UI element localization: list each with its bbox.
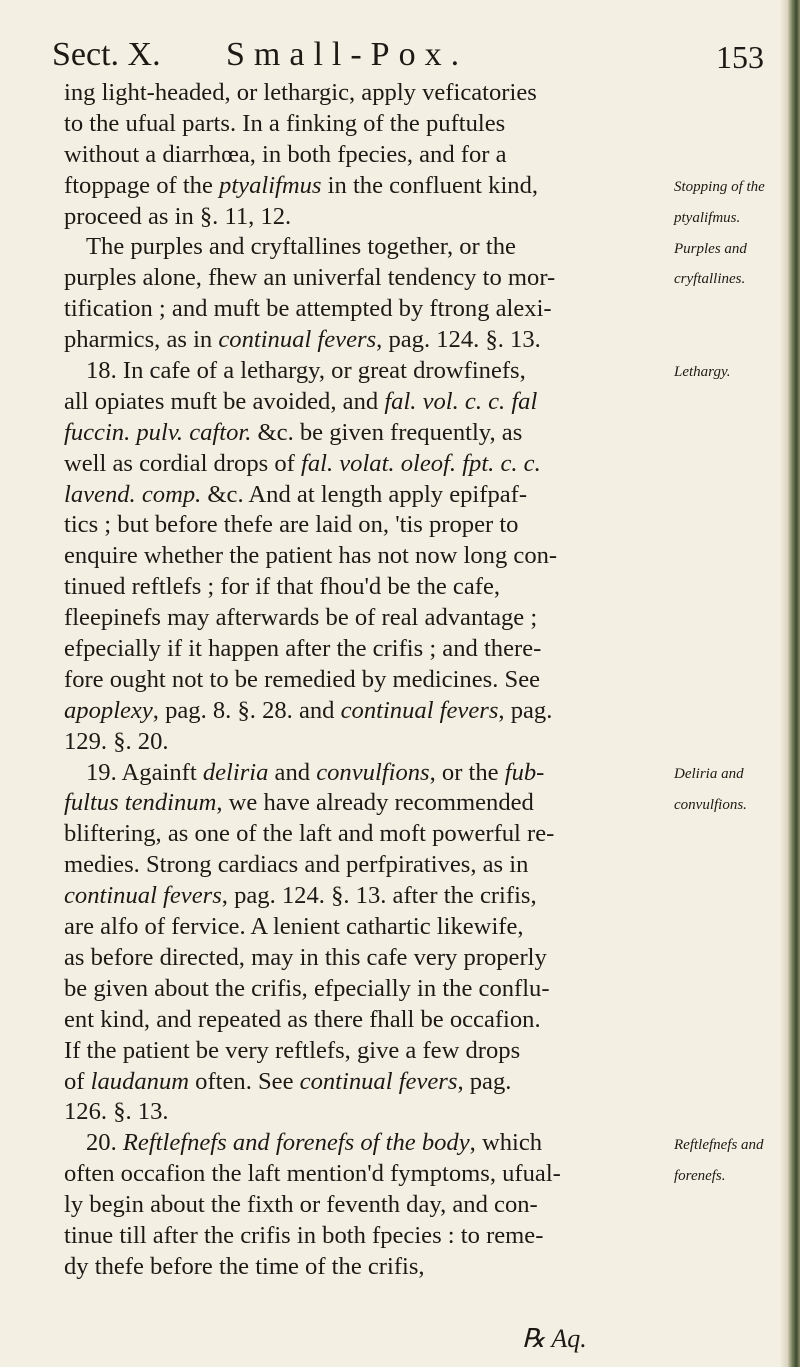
text-segment: , pag. 124. §. 13.: [376, 326, 541, 354]
text-line: [64, 510, 664, 541]
text-segment: tics ; but before thefe are laid on, 'tis proper to: [64, 511, 519, 539]
text-line: [64, 634, 664, 665]
text-segment: 126. §. 13.: [64, 1098, 169, 1126]
text-segment: convulfions: [316, 758, 430, 786]
margin-note: Lethargy.: [674, 364, 731, 381]
text-line: [64, 788, 664, 819]
text-segment: pharmics, as in: [64, 326, 219, 354]
text-line: [64, 541, 664, 572]
text-segment: , pag. 8. §. 28. and: [152, 696, 341, 724]
margin-note: Purples and: [674, 240, 747, 257]
text-segment: of: [64, 1067, 91, 1095]
text-segment: fore ought not to be remedied by medicines. See: [64, 665, 541, 693]
text-segment: in the confluent kind,: [321, 171, 539, 199]
text-segment: to the ufual parts. In a finking of the puftules: [64, 109, 506, 137]
text-line: [64, 943, 664, 974]
text-segment: , which: [469, 1129, 543, 1157]
text-segment: tinued reftlefs ; for if that fhou'd be the cafe,: [64, 573, 501, 601]
text-segment: often. See: [189, 1067, 300, 1095]
text-line: [64, 1005, 664, 1036]
margin-note: forenefs.: [674, 1167, 726, 1184]
text-segment: continual fevers: [299, 1067, 458, 1095]
text-segment: The purples and cryftallines together, or the: [86, 233, 516, 261]
text-line: [64, 449, 664, 480]
text-segment: without a diarrhœa, in both fpecies, and for a: [64, 140, 507, 168]
text-segment: 129. §. 20.: [64, 727, 169, 755]
margin-note: Stopping of the: [674, 178, 765, 195]
text-segment: deliria: [202, 758, 269, 786]
text-line: [64, 1036, 664, 1067]
text-segment: &c. And at length apply epifpaf-: [201, 480, 528, 508]
text-line: [64, 109, 664, 140]
text-segment: ly begin about the fixth or feventh day, and con-: [64, 1191, 538, 1219]
text-segment: tification ; and muft be attempted by ftrong alexi-: [64, 295, 552, 323]
text-segment: continual fevers: [64, 882, 222, 910]
margin-note: cryftallines.: [674, 271, 746, 288]
text-segment: continual fevers: [218, 326, 377, 354]
page-gutter-shadow: [780, 0, 788, 1367]
text-line: [64, 974, 664, 1005]
running-title: Small-Pox.: [226, 36, 469, 73]
text-segment: fultus tendinum: [64, 789, 217, 817]
text-segment: purples alone, fhew an univerfal tendency to mor-: [64, 264, 556, 292]
text-segment: fal. vol. c. c. fal: [384, 387, 538, 415]
text-segment: fub-: [504, 758, 545, 786]
margin-note: Reftlefnefs and: [674, 1136, 764, 1153]
text-segment: dy thefe before the time of the crifis,: [64, 1252, 425, 1280]
text-line: [64, 171, 664, 202]
text-line: [64, 881, 664, 912]
text-segment: well as cordial drops of: [64, 449, 301, 477]
text-segment: &c. be given frequently, as: [251, 418, 523, 446]
text-line: [64, 603, 664, 634]
text-line: [64, 232, 664, 263]
text-line: [64, 727, 664, 758]
text-segment: tinue till after the crifis in both fpecies : to reme-: [64, 1221, 544, 1249]
text-line: [64, 1221, 664, 1252]
text-line: [64, 1252, 664, 1283]
text-segment: ptyalifmus: [219, 171, 322, 199]
text-segment: , pag.: [498, 696, 553, 724]
text-segment: proceed as in §. 11, 12.: [64, 202, 292, 230]
text-line: [64, 1097, 664, 1128]
text-segment: medies. Strong cardiacs and perfpiratives, as in: [64, 851, 529, 879]
text-line: [64, 1067, 664, 1098]
text-segment: all opiates muft be avoided, and: [64, 387, 385, 415]
text-segment: often occafion the laft mention'd fymptoms, ufual-: [64, 1160, 561, 1188]
text-segment: efpecially if it happen after the crifis ; and there-: [64, 635, 542, 663]
text-segment: be given about the crifis, efpecially in the conflu-: [64, 974, 550, 1002]
text-line: [64, 140, 664, 171]
text-line: [64, 294, 664, 325]
margin-note: ptyalifmus.: [674, 209, 741, 226]
text-line: [64, 572, 664, 603]
text-line: [64, 819, 664, 850]
text-segment: , or the: [429, 758, 505, 786]
text-segment: , we have already recommended: [216, 789, 534, 817]
catchword: ℞ Aq.: [522, 1324, 587, 1353]
book-spine-edge: [788, 0, 800, 1367]
margin-note: Deliria and: [674, 765, 744, 782]
page-number: 153: [716, 39, 764, 75]
text-segment: as before directed, may in this cafe very properly: [64, 943, 547, 971]
margin-note: convulfions.: [674, 796, 747, 813]
text-segment: ing light-headed, or lethargic, apply veficatories: [64, 79, 537, 106]
text-line: [64, 665, 664, 696]
text-line: [64, 263, 664, 294]
text-segment: are alfo of fervice. A lenient cathartic likewife,: [64, 913, 524, 941]
text-segment: ent kind, and repeated as there fhall be occafion.: [64, 1005, 541, 1033]
text-line: [64, 1128, 664, 1159]
text-segment: , pag. 124. §. 13. after the crifis,: [221, 882, 537, 910]
text-segment: laudanum: [90, 1067, 190, 1095]
text-line: [64, 696, 664, 727]
text-line: [64, 912, 664, 943]
text-segment: enquire whether the patient has not now long con-: [64, 542, 558, 570]
text-line: [64, 78, 664, 109]
text-segment: If the patient be very reftlefs, give a few drops: [64, 1036, 521, 1064]
text-segment: Reftlefnefs and forenefs of the body: [122, 1129, 470, 1157]
text-line: [64, 325, 664, 356]
text-segment: lavend. comp.: [64, 480, 202, 508]
text-body: [64, 78, 664, 1283]
text-segment: bliftering, as one of the laft and moft powerful re-: [64, 820, 555, 848]
text-line: [64, 202, 664, 233]
section-label: Sect. X.: [52, 36, 161, 73]
text-line: [64, 850, 664, 881]
text-line: [64, 1190, 664, 1221]
text-segment: 18. In cafe of a lethargy, or great drowfinefs,: [86, 357, 526, 385]
text-segment: ftoppage of the: [64, 171, 220, 199]
text-segment: 20.: [86, 1129, 123, 1157]
text-line: [64, 356, 664, 387]
text-segment: and: [268, 758, 317, 786]
text-segment: , pag.: [457, 1067, 512, 1095]
text-segment: fal. volat. oleof. fpt. c. c.: [301, 449, 541, 477]
text-line: [64, 480, 664, 511]
text-segment: apoplexy: [64, 696, 153, 724]
text-line: [64, 387, 664, 418]
text-line: [64, 1159, 664, 1190]
text-segment: fleepinefs may afterwards be of real advantage ;: [64, 604, 538, 632]
text-line: [64, 418, 664, 449]
text-line: [64, 758, 664, 789]
text-segment: 19. Againft: [86, 758, 203, 786]
text-segment: continual fevers: [340, 696, 499, 724]
text-segment: fuccin. pulv. caftor.: [64, 418, 252, 446]
